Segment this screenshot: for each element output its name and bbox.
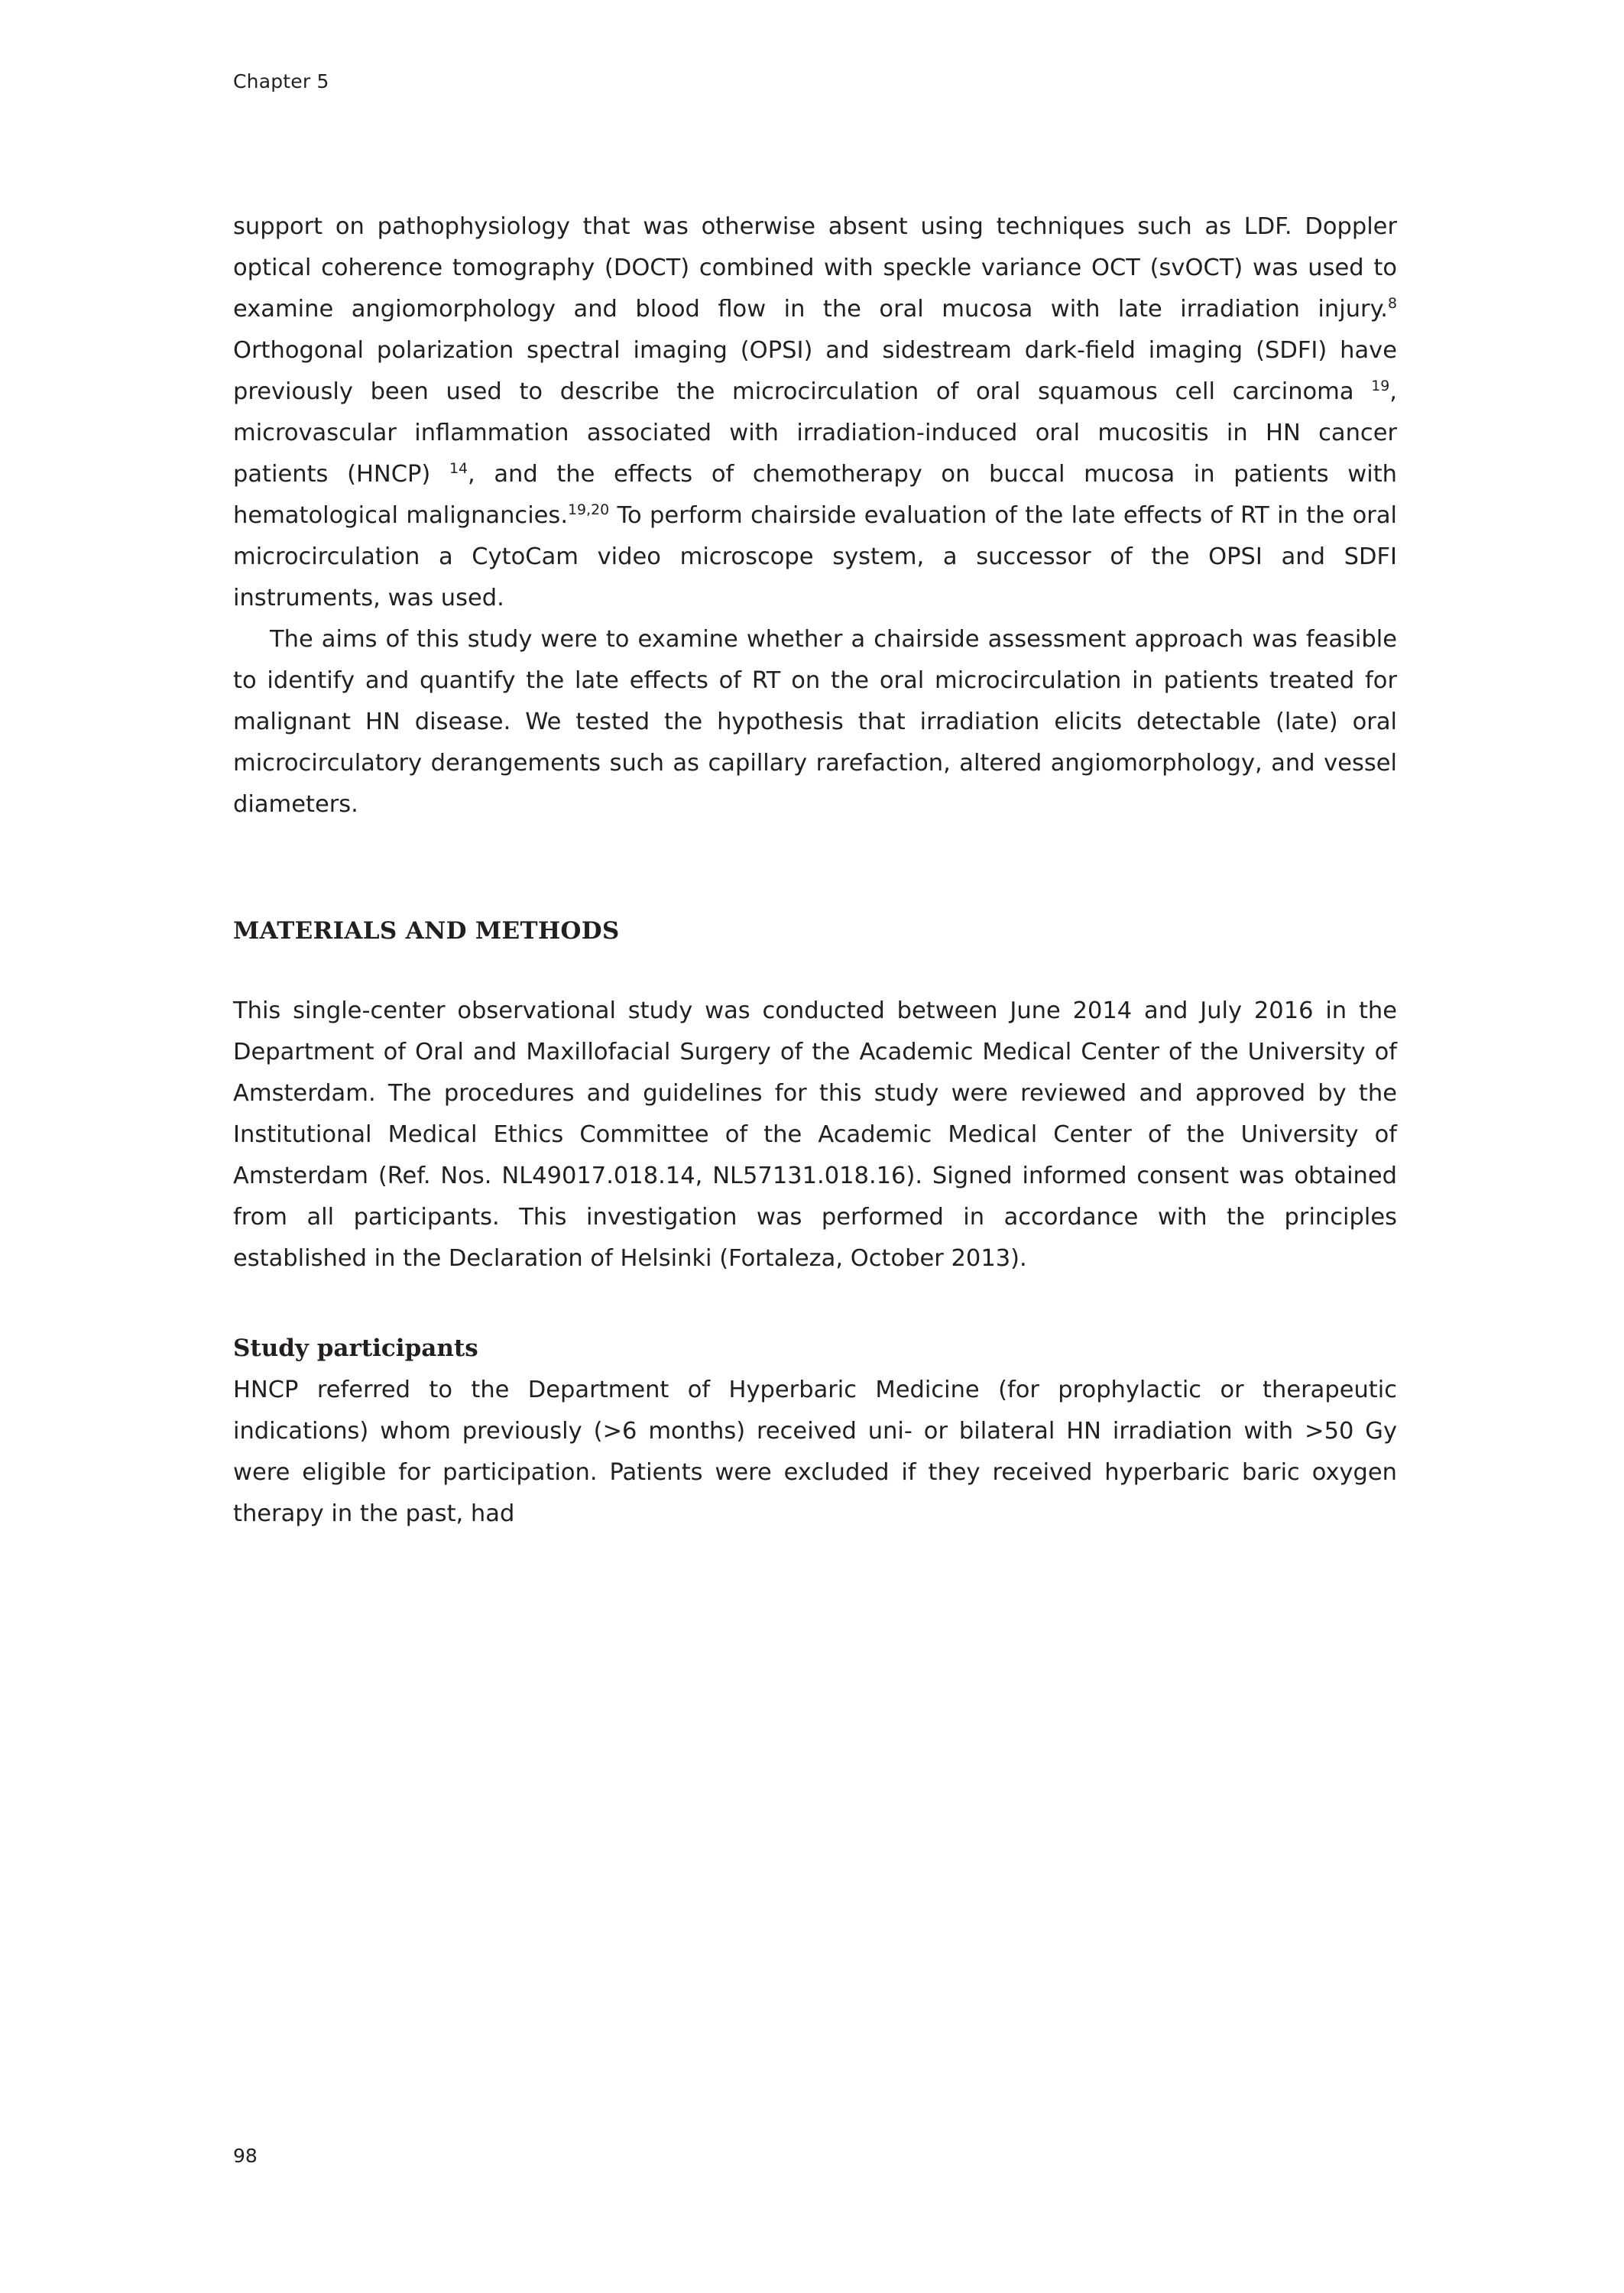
spacer-after-sub-heading bbox=[233, 1362, 1397, 1370]
spacer-before-sub-heading bbox=[233, 1279, 1397, 1335]
spacer-after-section-heading bbox=[233, 945, 1397, 991]
paragraph-study-aims: The aims of this study were to examine whether a chairside assessment approach was feasible to identify and quantify the late effects of RT on the oral microcirculation in patients treated for malignant HN disease. We tested the hypothesis that irradiation elicits detectable (late) oral microcirculatory derangements such as capillary rarefaction, altered angiomorphology, and vessel diameters. bbox=[233, 626, 1397, 818]
paragraph-study-setting: This single-center observational study was conducted between June 2014 and July 2016 in the Department of Oral and Maxillofacial Surgery of the Academic Medical Center of the University of Amsterdam. The procedures and guidelines for this study were reviewed and approved by the Institutional Medical Ethics Committee of the Academic Medical Center of the University of Amsterdam (Ref. Nos. NL49017.018.14, NL57131.018.16). Signed informed consent was obtained from all participants. This investigation was performed in accordance with the principles established in the Declaration of Helsinki (Fortaleza, October 2013). bbox=[233, 997, 1397, 1272]
footnote-marker-19: 19 bbox=[1371, 377, 1390, 394]
footnote-marker-19-20: 19,20 bbox=[568, 501, 610, 518]
footnote-marker-8: 8 bbox=[1387, 294, 1397, 312]
spacer-before-section-heading bbox=[233, 825, 1397, 917]
section-heading-materials-and-methods: MATERIALS AND METHODS bbox=[233, 917, 620, 945]
paragraph-1-part-3: , microvascular inflammation associated with irradiation-induced oral mucositis in HN cancer patients (HNCP) bbox=[233, 378, 1397, 488]
sub-heading-study-participants: Study participants bbox=[233, 1335, 478, 1362]
running-head: Chapter 5 bbox=[233, 70, 329, 92]
paragraph-1-part-5: To perform chairside evaluation of the late effects of RT in the oral microcirculation a CytoCam video microscope system, a successor of the OPSI and SDFI instruments, was used. bbox=[233, 502, 1397, 611]
page-content bbox=[233, 206, 1397, 1535]
paragraph-1-part-1: support on pathophysiology that was otherwise absent using techniques such as LDF. Doppler optical coherence tomography (DOCT) combined with speckle variance OCT (svOCT) was used to examine angiomorphology and blood flow in the oral mucosa with late irradiation injury. bbox=[233, 213, 1397, 323]
page-number: 98 bbox=[233, 2145, 258, 2167]
footnote-marker-14: 14 bbox=[449, 459, 468, 477]
paragraph-1-part-2: Orthogonal polarization spectral imaging (OPSI) and sidestream dark-field imaging (SDFI) have previously been used to describe the microcirculation of oral squamous cell carcinoma bbox=[233, 337, 1397, 405]
paragraph-participants: HNCP referred to the Department of Hyperbaric Medicine (for prophylactic or therapeutic indications) whom previously (>6 months) received uni- or bilateral HN irradiation with >50 Gy were eligible for participation. Patients were excluded if they received hyperbaric baric oxygen therapy in the past, had bbox=[233, 1377, 1397, 1527]
paragraph-intro-continued bbox=[233, 206, 1397, 619]
paragraph-1-part-4: , and the effects of chemotherapy on buccal mucosa in patients with hematological malignancies. bbox=[233, 461, 1397, 529]
